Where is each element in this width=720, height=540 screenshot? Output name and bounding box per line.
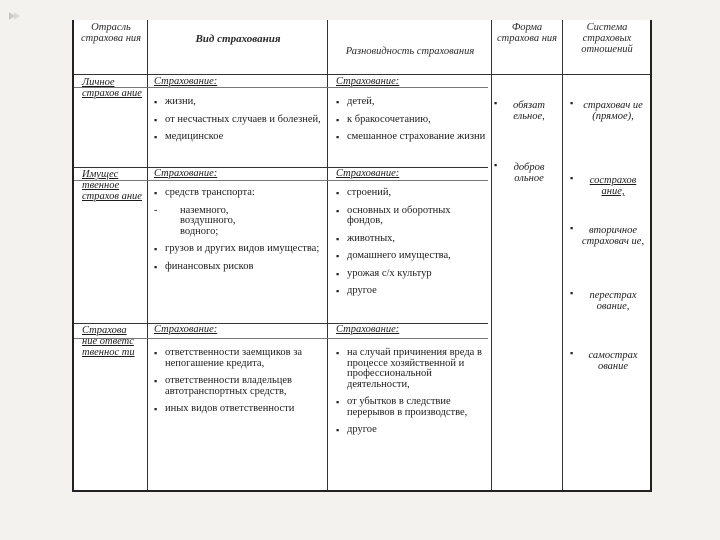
variety-title: Страхование: bbox=[336, 76, 400, 87]
form-voluntary: ▪ добров ольное bbox=[494, 160, 545, 184]
list-item: ▪ смешанное страхование жизни bbox=[336, 131, 486, 142]
list-item: ▪ другое bbox=[336, 424, 377, 435]
relation-reinsurance: ▪ перестрах ование, bbox=[570, 288, 637, 312]
list-item: ▪ детей, bbox=[336, 96, 375, 107]
relation-coinsurance: ▪ сострахов ание, bbox=[570, 173, 637, 197]
variety-title: Страхование: bbox=[336, 324, 400, 335]
list-item: ▪ ответственности владельцев автотранспортных средств, bbox=[154, 375, 293, 397]
header-divider bbox=[74, 74, 650, 75]
row-divider bbox=[74, 323, 488, 324]
type-title: Страхование: bbox=[154, 168, 218, 179]
list-item: ▪ основных и оборотных фондов, bbox=[336, 204, 451, 226]
relation-self-insurance: ▪ самострах ование bbox=[570, 348, 638, 372]
relation-secondary: ▪ вторичное страховач ие, bbox=[570, 223, 645, 247]
header-branch: Отрасль страхова ния bbox=[80, 22, 142, 44]
type-list bbox=[154, 188, 324, 279]
header-insurance-variety: Разновидность страхования bbox=[345, 46, 475, 57]
list-item: ▪ на случай причинения вреда в процессе хозяйственной и профессиональной деятельности, bbox=[336, 347, 482, 390]
header-relations-system: Система страховых отношений bbox=[581, 22, 633, 55]
variety-list bbox=[336, 188, 488, 304]
list-item: ▪ финансовых рисков bbox=[154, 260, 254, 272]
form-mandatory: ▪ обязат ельное, bbox=[494, 98, 545, 122]
header-insurance-type: Вид страхования bbox=[195, 33, 281, 45]
list-item: ▪ иных видов ответственности bbox=[154, 403, 295, 414]
list-item: ▪ к бракосочетанию, bbox=[336, 113, 431, 125]
branch-property: Имущес твенное страхов ание bbox=[82, 169, 142, 202]
list-item: ▪ от несчастных случаев и болезней, bbox=[154, 113, 321, 125]
list-item: ▪ строений, bbox=[336, 187, 392, 198]
list-item: ▪ другое bbox=[336, 285, 377, 296]
header-insurance-form: Форма страхова ния bbox=[496, 22, 558, 44]
column-divider bbox=[562, 20, 563, 490]
type-title: Страхование: bbox=[154, 324, 218, 335]
type-title: Страхование: bbox=[154, 76, 218, 87]
type-list bbox=[154, 97, 324, 150]
variety-title: Страхование: bbox=[336, 168, 400, 179]
branch-personal: Личное страхов ание bbox=[82, 77, 142, 99]
list-item: ▪ домашнего имущества, bbox=[336, 250, 451, 261]
type-list bbox=[154, 348, 304, 422]
list-item: ▪ урожая с/х культур bbox=[336, 267, 432, 279]
list-item: ▪ животных, bbox=[336, 232, 396, 244]
column-divider bbox=[147, 20, 148, 490]
variety-list bbox=[336, 97, 488, 150]
relation-direct: ▪ страховач ие (прямое), bbox=[570, 98, 643, 122]
list-item: ▪ жизни, bbox=[154, 96, 196, 107]
list-item: ▪ от убытков в следствие перерывов в производстве, bbox=[336, 396, 468, 418]
column-divider bbox=[327, 20, 328, 490]
variety-list bbox=[336, 348, 488, 443]
row-divider bbox=[74, 167, 488, 168]
list-item: ▪ грузов и других видов имущества; bbox=[154, 243, 320, 254]
column-divider bbox=[491, 20, 492, 490]
insurance-classification-table bbox=[72, 20, 652, 492]
list-item: ▪ медицинское bbox=[154, 131, 224, 142]
list-item: ▪ средств транспорта: bbox=[154, 187, 255, 198]
branch-liability: Страхова ние ответс твеннос ти bbox=[82, 325, 135, 358]
decorative-arrow-icon bbox=[8, 9, 22, 23]
list-item: - наземного, воздушного, водного; bbox=[154, 204, 236, 237]
list-item: ▪ ответственности заемщиков за непогашение кредита, bbox=[154, 347, 303, 369]
